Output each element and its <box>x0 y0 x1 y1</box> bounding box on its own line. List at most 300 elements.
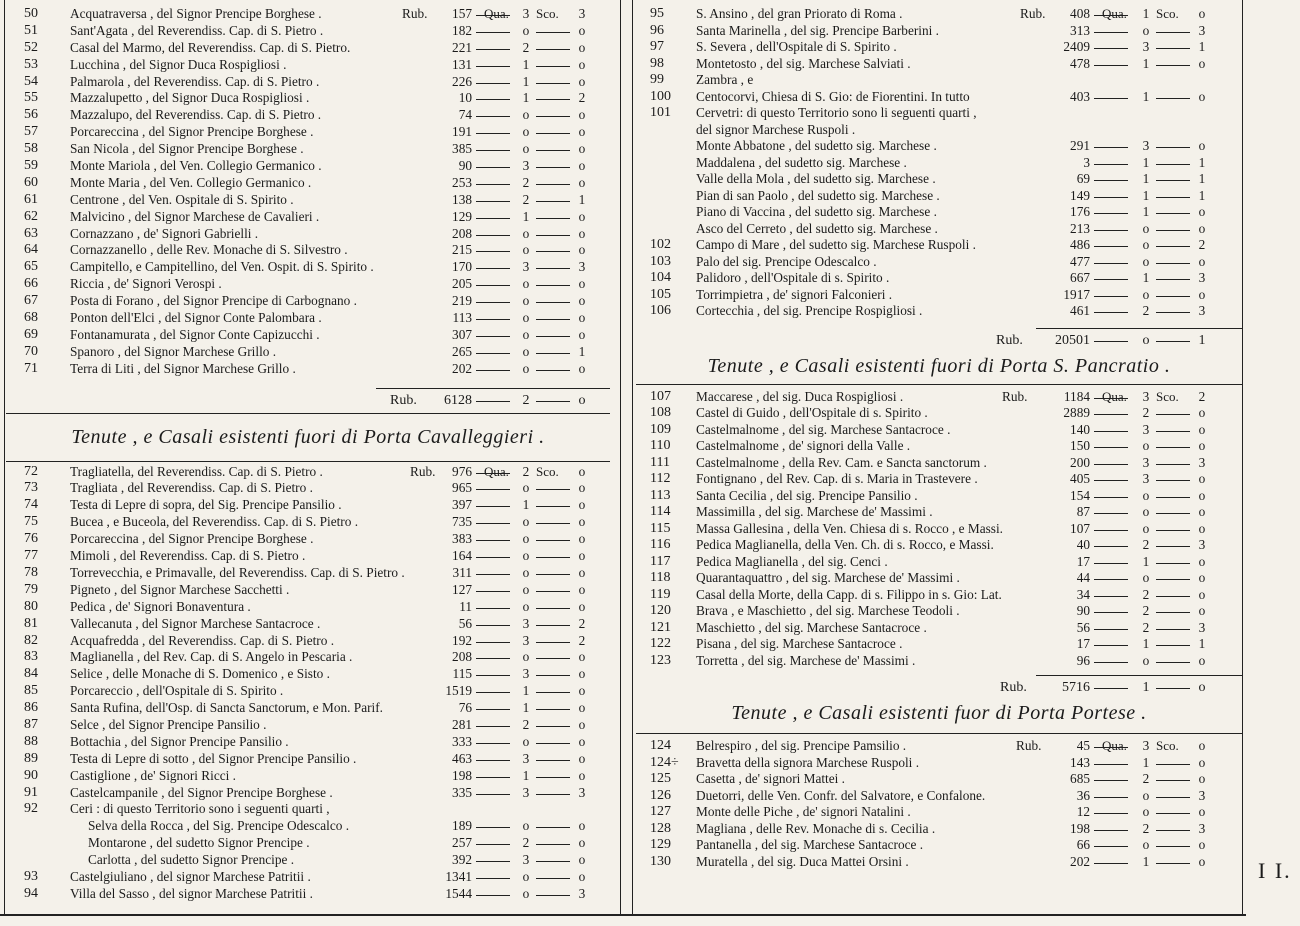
leader-dash <box>1156 341 1190 342</box>
entry-number: 114 <box>650 504 671 519</box>
entry-name: Fontignano , del Rev. Cap. di s. Maria in Trastevere . <box>696 471 978 486</box>
entry-number: 69 <box>24 326 38 342</box>
scorzi-value: o <box>1198 553 1206 569</box>
entry-number: 90 <box>24 767 38 783</box>
rubbia-value: 2409 <box>1063 39 1090 54</box>
quarti-value: 1 <box>522 700 530 716</box>
quarti-value: 2 <box>1142 619 1150 635</box>
quarti-value: o <box>522 480 530 496</box>
quarti-value: 1 <box>522 56 530 72</box>
table-row <box>6 209 610 226</box>
scorzi-value: o <box>1198 286 1206 302</box>
entry-name: Belrespiro , del sig. Prencipe Pamsilio . <box>696 738 907 753</box>
entry-number: 102 <box>650 237 671 252</box>
rubbia-value: 215 <box>452 242 472 258</box>
entry-name: Selice , delle Monache di S. Domenico , e Sisto . <box>70 666 330 682</box>
leader-dash <box>476 760 510 761</box>
scorzi-value: o <box>1198 204 1206 219</box>
table-row <box>636 270 1242 287</box>
leader-dash <box>1156 180 1190 181</box>
rubbia-value: 461 <box>1070 303 1090 318</box>
leader-dash <box>476 625 510 626</box>
entry-name: Bucea , e Buceola, del Reverendiss. Cap. di S. Pietro . <box>70 514 359 530</box>
scorzi-value: o <box>578 852 586 868</box>
quarti-value: 1 <box>1142 553 1150 569</box>
scorzi-value: o <box>578 158 586 174</box>
entry-number: 121 <box>650 619 671 635</box>
table-row <box>6 582 610 599</box>
leader-dash <box>536 844 570 845</box>
rubbia-value: 735 <box>452 514 472 530</box>
entry-name: Pigneto , del Signor Marchese Sacchetti . <box>70 581 290 597</box>
leader-dash <box>476 726 510 727</box>
total-quarti-value: 2 <box>522 392 530 408</box>
scorzi-value: o <box>1198 754 1206 770</box>
entry-name: Testa di Lepre di sotto , del Signor Prencipe Pansilio . <box>70 750 357 766</box>
table-row <box>6 886 610 903</box>
leader-dash <box>1094 612 1128 613</box>
quarti-value: 3 <box>522 632 530 648</box>
table-row <box>6 293 610 310</box>
quarti-value: o <box>522 818 530 834</box>
leader-dash <box>1094 846 1128 847</box>
scorzi-value: 2 <box>578 615 586 631</box>
center-rule-right <box>632 0 633 916</box>
leader-dash <box>476 235 510 236</box>
leader-dash <box>536 760 570 761</box>
entry-number: 79 <box>24 581 38 597</box>
rubbia-value: 198 <box>452 767 472 783</box>
leader-dash <box>476 370 510 371</box>
rubbia-value: 36 <box>1076 787 1090 803</box>
scorzi-value: o <box>1198 253 1206 269</box>
table-row <box>636 854 1242 871</box>
entry-name: S. Severa , dell'Ospitale di S. Spirito . <box>696 39 897 54</box>
leader-dash <box>476 557 510 558</box>
scorzi-value: o <box>1198 220 1206 236</box>
entry-name: Castelcampanile , del Signor Prencipe Borghese . <box>70 784 333 800</box>
entry-name: Mazzalupetto , del Signor Duca Rospigliosi . <box>70 90 310 106</box>
leader-dash <box>1156 797 1190 798</box>
entry-name: Posta di Forano , del Signor Prencipe di Carbognano . <box>70 293 357 309</box>
rubbia-value: 226 <box>452 73 472 89</box>
entry-number: 130 <box>650 853 671 869</box>
leader-dash <box>476 336 510 337</box>
leader-dash <box>1156 32 1190 33</box>
right-border-rule <box>1242 0 1243 916</box>
entry-name: Maccarese , del sig. Duca Rospigliosi . <box>696 388 904 404</box>
scorzi-value: o <box>578 683 586 699</box>
scorzi-value: 3 <box>1198 270 1206 285</box>
leader-dash <box>1094 431 1128 432</box>
table-row <box>636 653 1242 670</box>
rubbia-value: 157 <box>452 6 472 21</box>
entry-number: 96 <box>650 22 664 38</box>
leader-dash <box>536 658 570 659</box>
leader-dash <box>1094 662 1128 663</box>
leader-dash <box>1156 688 1190 689</box>
rubbia-value: 96 <box>1076 652 1090 668</box>
quarti-value: 1 <box>522 767 530 783</box>
rubbia-value: 170 <box>452 259 472 275</box>
quarti-value: 2 <box>1142 405 1150 420</box>
entry-name: Porcareccina , del Signor Prencipe Borghese . <box>70 531 314 547</box>
leader-dash <box>536 353 570 354</box>
entry-number: 116 <box>650 537 671 552</box>
right-heading-pancratio: Tenute , e Casali esistenti fuori di Porta S. Pancratio . <box>707 354 1171 377</box>
entry-name: Campo di Mare , del sudetto sig. Marchese Ruspoli . <box>696 237 976 252</box>
entry-name: Cervetri: di questo Territorio sono li seguenti quarti , <box>696 105 977 120</box>
entry-number: 129 <box>650 837 671 852</box>
leader-dash <box>476 66 510 67</box>
entry-name: Cornazzanello , delle Rev. Monache di S. Silvestro . <box>70 242 348 258</box>
entry-number: 70 <box>24 343 38 359</box>
scorzi-value: o <box>1198 471 1206 486</box>
scorzi-value: o <box>1198 771 1206 786</box>
entry-number: 80 <box>24 598 38 614</box>
entry-name: Palmarola , del Reverendiss. Cap. di S. Pietro . <box>70 73 320 89</box>
leader-dash <box>476 709 510 710</box>
leader-dash <box>1156 147 1190 148</box>
scorzi-value: o <box>578 835 586 851</box>
quarti-value: 1 <box>1142 636 1150 651</box>
entry-number: 110 <box>650 438 671 453</box>
entry-name: Montetosto , del sig. Marchese Salviati . <box>696 55 911 71</box>
table-row <box>6 869 610 886</box>
quarti-value: 1 <box>522 73 530 89</box>
leader-dash <box>536 878 570 879</box>
rubbia-value: 40 <box>1076 537 1090 552</box>
leader-dash <box>536 99 570 100</box>
quarti-value: 2 <box>522 716 530 732</box>
rubbia-value: 66 <box>1076 837 1090 852</box>
rubbia-value: 408 <box>1070 6 1090 21</box>
table-row <box>6 124 610 141</box>
rubbia-value: 478 <box>1070 55 1090 71</box>
entry-name: Ceri : di questo Territorio sono i seguenti quarti , <box>70 801 330 817</box>
scorzi-value: o <box>1198 804 1206 819</box>
entry-name: Brava , e Maschietto , del sig. Marchese Teodoli . <box>696 603 960 618</box>
entry-number: 76 <box>24 531 38 547</box>
scorzi-value: o <box>578 716 586 732</box>
table-row <box>6 40 610 57</box>
leader-dash <box>536 523 570 524</box>
entry-name: Monte Maria , del Ven. Collegio Germanico . <box>70 174 312 190</box>
rubbia-value: 12 <box>1076 804 1090 819</box>
leader-dash <box>1094 147 1128 148</box>
entry-number: 97 <box>650 39 664 54</box>
table-row <box>6 801 610 818</box>
entry-name: Duetorri, delle Ven. Confr. del Salvatore, e Confalone. <box>696 787 986 803</box>
scorzi-value: o <box>578 276 586 292</box>
left-border-rule <box>4 0 5 916</box>
entry-number: 85 <box>24 683 38 699</box>
leader-dash <box>476 794 510 795</box>
right-heading-rule-1 <box>636 384 1242 385</box>
rubbia-value: 477 <box>1070 253 1090 269</box>
table-row <box>636 89 1242 106</box>
entry-name: Maddalena , del sudetto sig. Marchese . <box>696 154 907 170</box>
rubbia-value: 198 <box>1070 820 1090 836</box>
leader-dash <box>476 99 510 100</box>
leader-dash <box>1156 579 1190 580</box>
entry-number: 62 <box>24 208 38 224</box>
leader-dash <box>1094 645 1128 646</box>
leader-dash <box>476 83 510 84</box>
entry-number: 54 <box>24 73 38 89</box>
leader-dash <box>476 506 510 507</box>
quarti-value: 2 <box>522 463 530 479</box>
table-row <box>6 327 610 344</box>
leader-dash <box>1156 447 1190 448</box>
rubbia-value: 143 <box>1070 754 1090 770</box>
leader-dash <box>1156 596 1190 597</box>
entry-name: Magliana , delle Rev. Monache di s. Cecilia . <box>696 820 936 836</box>
table-row <box>636 537 1242 554</box>
entry-name: Casal della Morte, della Capp. di s. Filippo in s. Gio: Lat. <box>696 586 1002 602</box>
entry-number: 122 <box>650 636 671 651</box>
leader-dash <box>1094 341 1128 342</box>
leader-dash <box>476 523 510 524</box>
rubbia-value: 182 <box>452 22 472 38</box>
total-scorzi-value: o <box>1198 680 1206 695</box>
leader-dash <box>536 319 570 320</box>
leader-dash <box>536 625 570 626</box>
leader-dash <box>536 167 570 168</box>
quarti-value: 3 <box>522 6 530 21</box>
total-quarti-value: 1 <box>1142 680 1150 695</box>
entry-name: Pantanella , del sig. Marchese Santacroce . <box>696 837 924 852</box>
table-row <box>636 405 1242 422</box>
quarti-value: 1 <box>1142 171 1150 186</box>
entry-name: Acquatraversa , del Signor Prencipe Borghese . <box>70 6 322 21</box>
table-row <box>636 788 1242 805</box>
rubbia-value: 11 <box>459 598 472 614</box>
rubbia-value: 113 <box>452 310 472 326</box>
right-total-row <box>636 329 1242 353</box>
leader-dash <box>476 268 510 269</box>
leader-dash <box>536 285 570 286</box>
scorzi-value: o <box>1198 520 1206 536</box>
quarti-value: o <box>522 293 530 309</box>
rubbia-value: 202 <box>452 360 472 376</box>
rubbia-value: 87 <box>1076 504 1090 519</box>
rubbia-value: 1341 <box>445 868 472 884</box>
entry-name: Torretta , del sig. Marchese de' Massimi . <box>696 652 916 668</box>
scorzi-value: 3 <box>1198 787 1206 803</box>
scorzi-value: 3 <box>1198 303 1206 318</box>
quarti-value: 3 <box>522 666 530 682</box>
rubbia-value: 219 <box>452 293 472 309</box>
entry-name: Spanoro , del Signor Marchese Grillo . <box>70 343 277 359</box>
rubbia-value: 333 <box>452 733 472 749</box>
leader-dash <box>1156 312 1190 313</box>
scorzi-value: o <box>578 581 586 597</box>
leader-dash <box>536 32 570 33</box>
entry-name: Tragliata , del Reverendiss. Cap. di S. Pietro . <box>70 480 313 496</box>
table-row <box>636 56 1242 73</box>
rubbia-value: 208 <box>452 649 472 665</box>
scorzi-value: o <box>578 56 586 72</box>
quarti-value: 2 <box>1142 603 1150 618</box>
right-top-table <box>636 6 1242 320</box>
leader-dash <box>1156 65 1190 66</box>
entry-number: 123 <box>650 652 671 668</box>
entry-number: 57 <box>24 124 38 140</box>
entry-number: 72 <box>24 463 38 479</box>
quarti-value: 3 <box>522 852 530 868</box>
leader-dash <box>536 675 570 676</box>
table-row <box>6 666 610 683</box>
left-section-heading: Tenute , e Casali esistenti fuori di Porta Cavalleggieri . <box>71 425 545 448</box>
leader-dash <box>476 150 510 151</box>
table-row <box>636 237 1242 254</box>
entry-number: 88 <box>24 733 38 749</box>
rubbia-value: 281 <box>452 716 472 732</box>
scorzi-value: o <box>578 564 586 580</box>
leader-dash <box>1094 546 1128 547</box>
leader-dash <box>536 489 570 490</box>
entry-number: 83 <box>24 649 38 665</box>
quarti-value: 2 <box>1142 537 1150 552</box>
leader-dash <box>476 658 510 659</box>
entry-number: 52 <box>24 39 38 55</box>
quarti-value: o <box>522 649 530 665</box>
quarti-value: 2 <box>1142 771 1150 786</box>
entry-number: 91 <box>24 784 38 800</box>
quarti-value: 1 <box>522 208 530 224</box>
leader-dash <box>536 827 570 828</box>
leader-dash <box>1156 563 1190 564</box>
entry-name: S. Ansino , del gran Priorato di Roma . <box>696 6 903 21</box>
quarti-value: 3 <box>1142 138 1150 153</box>
quarti-value: o <box>522 242 530 258</box>
entry-number: 81 <box>24 615 38 631</box>
leader-dash <box>1094 688 1128 689</box>
entry-number: 118 <box>650 570 671 585</box>
leader-dash <box>476 116 510 117</box>
quarti-value: 1 <box>1142 853 1150 869</box>
qua-label: Qua. <box>484 463 509 479</box>
table-row <box>636 488 1242 505</box>
entry-name: Castel di Guido , dell'Ospitale di s. Spirito . <box>696 405 928 420</box>
table-row <box>636 138 1242 155</box>
leader-dash <box>1156 213 1190 214</box>
entry-name: Casal del Marmo, del Reverendiss. Cap. di S. Pietro. <box>70 39 351 55</box>
entry-name: Muratella , del sig. Duca Mattei Orsini . <box>696 853 909 869</box>
scorzi-value: o <box>578 360 586 376</box>
table-row <box>636 204 1242 221</box>
leader-dash <box>1156 629 1190 630</box>
sco-label: Sco. <box>1156 738 1179 753</box>
table-row <box>6 649 610 666</box>
entry-number: 103 <box>650 253 671 269</box>
rubbia-value: 257 <box>452 835 472 851</box>
scorzi-value: o <box>578 531 586 547</box>
table-row <box>6 242 610 259</box>
table-row <box>6 361 610 378</box>
table-row <box>636 587 1242 604</box>
rubbia-value: 3 <box>1083 154 1090 170</box>
entry-name: Sant'Agata , del Reverendiss. Cap. di S. Pietro . <box>70 22 324 38</box>
rub-label: Rub. <box>1002 388 1028 404</box>
leader-dash <box>536 302 570 303</box>
leader-dash <box>1094 497 1128 498</box>
leader-dash <box>476 251 510 252</box>
entry-name: Castiglione , de' Signori Ricci . <box>70 767 237 783</box>
rubbia-value: 107 <box>1070 520 1090 536</box>
quarti-value: 1 <box>522 683 530 699</box>
rub-label: Rub. <box>1020 6 1046 21</box>
entry-number: 78 <box>24 564 38 580</box>
quarti-value: 1 <box>1142 154 1150 170</box>
scorzi-value: 3 <box>1198 22 1206 38</box>
qua-label: Qua. <box>484 6 509 21</box>
entry-name: Pedica Maglianella, della Ven. Ch. di s. Rocco, e Massi. <box>696 537 994 552</box>
entry-number: 59 <box>24 158 38 174</box>
leader-dash <box>1094 32 1128 33</box>
entry-number: 65 <box>24 259 38 275</box>
scorzi-value: o <box>1198 738 1206 753</box>
table-row <box>6 565 610 582</box>
quarti-value: 3 <box>1142 39 1150 54</box>
entry-name: Castelmalnome , della Rev. Cam. e Sancta sanctorum . <box>696 454 987 470</box>
rubbia-value: 131 <box>452 56 472 72</box>
table-row <box>636 221 1242 238</box>
scorzi-value: o <box>578 107 586 123</box>
entry-number: 64 <box>24 242 38 258</box>
rubbia-value: 221 <box>452 39 472 55</box>
leader-dash <box>536 401 570 402</box>
scorzi-value: o <box>1198 652 1206 668</box>
leader-dash <box>476 285 510 286</box>
leader-dash <box>476 218 510 219</box>
scorzi-value: 3 <box>1198 820 1206 836</box>
leader-dash <box>536 692 570 693</box>
entry-name: Pedica , de' Signori Bonaventura . <box>70 598 251 614</box>
right-heading-portese: Tenute , e Casali esistenti fuor di Porta Portese . <box>731 702 1147 724</box>
table-row <box>6 700 610 717</box>
leader-dash <box>536 743 570 744</box>
scorzi-value: 1 <box>1198 171 1206 186</box>
leader-dash <box>1156 645 1190 646</box>
entry-name: Zambra , e <box>696 72 754 87</box>
entry-name: Monte Abbatone , del sudetto sig. Marchese . <box>696 138 937 153</box>
rubbia-value: 191 <box>452 124 472 140</box>
page-number: I I. <box>1258 858 1292 883</box>
rubbia-value: 253 <box>452 174 472 190</box>
quarti-value: 2 <box>522 39 530 55</box>
scorzi-value: o <box>578 310 586 326</box>
table-row <box>636 804 1242 821</box>
rubbia-value: 150 <box>1070 438 1090 453</box>
entry-name: Castelgiuliano , del signor Marchese Patritii . <box>70 868 311 884</box>
scorzi-value: o <box>578 326 586 342</box>
rubbia-value: 335 <box>452 784 472 800</box>
scorzi-value: o <box>578 548 586 564</box>
leader-dash <box>1156 480 1190 481</box>
scorzi-value: 2 <box>1198 237 1206 252</box>
table-row <box>6 6 610 23</box>
leader-dash <box>536 591 570 592</box>
quarti-value: o <box>522 564 530 580</box>
bottom-rule <box>0 914 1246 916</box>
table-row <box>6 23 610 40</box>
entry-name: Ponton dell'Elci , del Signor Conte Palombara . <box>70 310 322 326</box>
table-row <box>6 226 610 243</box>
rubbia-value: 208 <box>452 225 472 241</box>
leader-dash <box>536 370 570 371</box>
